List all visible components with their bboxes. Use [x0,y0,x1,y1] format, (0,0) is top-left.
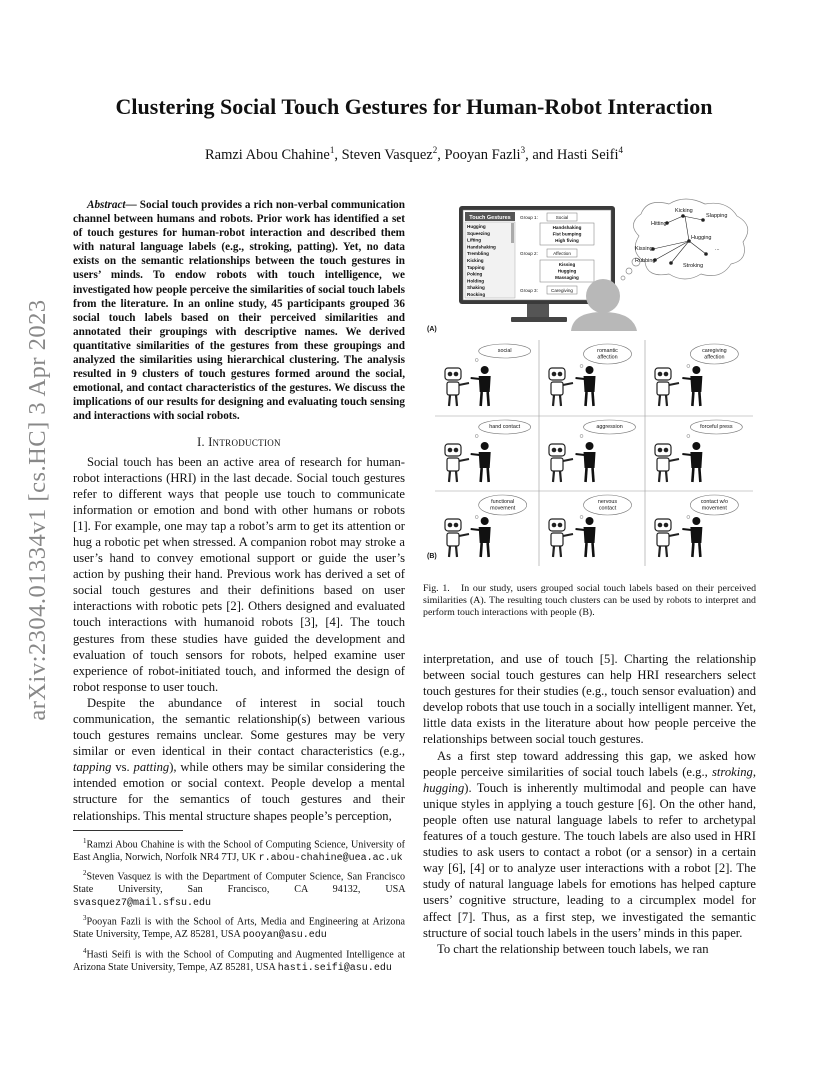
gesture-list-item: Squeezing [467,230,490,236]
arxiv-identifier[interactable] [18,290,58,730]
gesture-list-item: Poking [467,271,483,277]
gesture-list-item: Shaking [467,285,485,291]
author-affiliation-mark: 1 [329,145,335,155]
footnote-text: Ramzi Abou Chahine is with the School of Computing Science, University of East Anglia, Norwich, Norfolk NR4 7TJ, UK [73,839,405,863]
figure-1-graphic [423,196,756,574]
footnote-mark: 4 [83,946,87,955]
gesture-list-item: Kicking [467,258,484,263]
group-item: Hugging [557,268,577,274]
bubble-dot [475,359,478,362]
footnote-text: Pooyan Fazli is with the School of Arts, Media and Engineering at Arizona State University, Tempe, AZ 85281, USA [73,916,405,941]
cloud-word: Kissing [635,246,653,252]
author-affiliation-mark: 4 [618,145,624,155]
cluster-label: aggression [596,424,623,430]
thought-dot [621,276,625,280]
body-paragraph: interpretation, and use of touch [5]. Charting the relationship between social touch gestures can help HRI researchers select touch gestures for their studies (e.g., touch sensor evaluation) and develop robots that use touch in a socially intelligent manner. Yet, little data exists in the literature about how people perceive the relationships between social touch gestures. [423,652,756,747]
group-item: Fist bumping [552,231,582,237]
group-label: Group 3: [520,288,538,293]
cluster-label: movement [701,505,727,512]
author-email-link[interactable]: svasquez7@mail.sfsu.edu [73,897,212,909]
robot-figure [549,519,573,557]
emphasis: patting [133,760,170,775]
footnote-mark: 3 [83,914,87,923]
paper-title: Clustering Social Touch Gestures for Human-Robot Interaction [115,94,713,119]
emphasis: hugging [423,780,465,795]
cloud-word: ... [715,246,720,252]
cluster-label: romantic [597,348,618,354]
cluster-label: affection [597,354,618,361]
group-label: Group 1: [520,215,538,220]
cloud-word: Slapping [706,213,728,219]
cluster-cell [445,344,531,406]
cluster-cell [549,420,636,482]
robot-figure [655,368,679,406]
bubble-dot [687,365,690,368]
cluster-cell [655,495,738,557]
body-paragraph [423,748,756,941]
cloud-word: Stroking [683,263,704,269]
text-run: ), while others may be similar considering the intended emotion or social context. People develop a mental structure for the semantics of touch gestures and their relationships. This mental structure shapes people’s perception, [73,760,405,823]
text-run: , [752,764,756,779]
panel-a-label: (A) [427,326,437,333]
caption-text: In our study, users grouped social touch labels based on their perceived similarities (A). The resulting touch clusters can be used by robots to interpret and perform touch interactions with people (B). [423,583,757,619]
cluster-cell [655,420,742,482]
robot-figure [549,368,573,406]
cluster-label: nervous [597,499,618,505]
author-affiliation-mark: 3 [520,145,526,155]
abstract-text: Social touch provides a rich non-verbal communication channel between humans and robots. Prior work has identified a set of touch gestures for human-robot interaction and described them with natural language labels (e.g., stroking, patting). Yet, no data exists on the semantic relationships between the touch gestures in users’ minds. To endow robots with touch intelligence, we investigated how people perceive the similarities of social touch labels from the literature. In an online study, 45 participants grouped 36 social touch labels based on their perceived similarities and annotated their groupings with descriptive names. We derived quantitative similarities of the gestures from these groupings and analyzed the similarities using hierarchical clustering. The analysis resulted in 9 clusters of touch gestures formed around the social, emotional, and contact characteristics of the gestures. We discuss the implications of our results for designing and evaluating touch sensing and interactions with social robots. [73,199,405,423]
body-paragraph: Social touch has been an active area of research for human-robot interactions (HRI) in the last decade. Social touch gestures refer to different ways that people use touch to communicate information or emotion and bond with other humans or robots [1]. For example, one may tap a robot’s arm to get its attention or hug a robotic pet when stressed. A companion robot may stroke a user’s hand to convey emotional support or guide the user’s action by pushing their hand. Previous work has derived a set of social touch gestures and their definitions based on user interactions with robotic pets [2]. Others designed and evaluated touch interactions with humanoid robots [3], [4]. The touch gestures from these studies have guided the development and evaluation of touch sensors for robots, helped examine user experience of robot-initiated touch, and informed the design of robot response to user touch. [73,454,405,694]
section-heading: I. Introduction [197,434,281,449]
footnote-mark: 1 [83,836,87,845]
text-run: As a first step toward addressing this gap, we asked how people perceive similarities of social touch labels (e.g., [423,748,756,779]
cluster-label: movement [490,505,516,512]
person-figure [471,366,491,406]
group-name: Social [555,215,569,220]
robot-figure [549,444,573,482]
panel-b-label: (B) [427,553,437,560]
author-separator: , [334,146,342,163]
cluster-cells [445,344,742,557]
bubble-dot [580,435,583,438]
cluster-label: contact w/o [700,499,729,505]
group-label: Group 2: [520,251,538,256]
group-item: Handshaking [552,225,582,230]
thought-dot [626,268,632,274]
author-list [60,145,768,164]
bubble-dot [687,516,690,519]
right-column [423,651,756,957]
author-separator: , [437,146,445,163]
person-figure [576,366,596,406]
author-name: Steven Vasquez [341,146,433,163]
author-name: Pooyan Fazli [444,146,521,163]
group-name: Caregiving [551,288,573,293]
robot-figure [445,444,469,482]
author-email-link[interactable]: r.abou-chahine@uea.ac.uk [258,852,403,864]
robot-figure [445,519,469,557]
person-head [586,279,620,313]
footnote-text: Hasti Seifi is with the School of Computing and Augmented Intelligence at Arizona State University, Tempe, AZ 85281, USA [73,949,405,973]
author-separator: , and [525,146,557,163]
cluster-cell [549,495,632,557]
cluster-label: caregiving [702,348,727,354]
footnote [73,867,405,910]
text-run: ). Touch is inherently multimodal and people can have unique styles in applying a touch gesture [6]. On the other hand, people often use natural language labels to refer to archetypal features of a touch gesture. The touch labels are also used in HRI studies to ask users to contact a robot (or a sensor) in a certain way [6], [4] or to analyze user interactions with a robot [2]. The study of natural language labels for emotions has helped capture users’ cognitive structure, leading to a circumplex model for affect [7]. Thus, as a first step, we investigated the semantic structure of social touch labels in the users’ minds in this paper. [423,780,756,940]
abstract-dash: — [125,199,140,211]
cloud-word: Kicking [675,208,693,214]
monitor-stand [511,317,567,322]
gesture-list-item: Rocking [467,292,486,297]
footnote-divider [73,830,183,831]
monitor-neck [527,304,549,318]
footnote-text: Steven Vasquez is with the Department of Computer Science, San Francisco State University, San Francisco, CA 94132, USA [73,871,405,896]
person-figure [471,517,491,557]
bubble-dot [475,435,478,438]
emphasis: tapping [73,760,112,775]
person-shoulders [571,312,637,331]
gesture-list-scrollbar[interactable] [511,223,514,243]
group-item: Kissing [558,262,576,267]
author-name: Ramzi Abou Chahine [204,146,330,163]
footnote [73,912,405,943]
cloud-word: Rubbing [635,258,656,264]
person-figure [576,517,596,557]
robot-figure [445,368,469,406]
cluster-cell [655,344,738,406]
footnote [73,835,405,866]
group-item: High fiving [555,238,579,243]
person-figure [682,442,702,482]
bubble-dot [475,516,478,519]
abstract [73,198,405,424]
bubble-dot [580,516,583,519]
cloud-word: Hugging [691,235,712,241]
bubble-dot [687,435,690,438]
cluster-cell [445,495,527,557]
group-name: Affection [553,251,571,256]
body-paragraph [73,695,405,824]
footnotes [73,835,405,976]
person-figure [471,442,491,482]
caption-label: Fig. 1. [423,583,450,594]
footnote-mark: 2 [83,869,87,878]
robot-figure [655,519,679,557]
cloud-word: Hitting [651,221,667,227]
gesture-list-item: Lifting [467,237,482,243]
cluster-label: hand contact [489,424,521,430]
body-paragraph: To chart the relationship between touch labels, we ran [437,941,709,956]
group-3 [520,286,577,294]
figure-caption [423,583,756,620]
author-name: Hasti Seifi [556,146,619,163]
cluster-cell [445,420,531,482]
group-item: Massaging [555,275,579,280]
bubble-dot [580,365,583,368]
touch-gestures-title: Touch Gestures [469,215,511,221]
abstract-label: Abstract [87,199,126,211]
gesture-list-item: Trembling [467,251,489,257]
cluster-label: functional [491,499,515,505]
cluster-label: forceful press [700,424,733,430]
cluster-cell [549,344,632,406]
author-email-link[interactable]: pooyan@asu.edu [242,930,327,942]
person-figure [682,366,702,406]
left-column [73,198,405,977]
robot-figure [655,444,679,482]
gesture-list-item: Tapping [467,264,485,270]
footnote [73,945,405,976]
text-run: Despite the abundance of interest in social touch communication, the semantic relationship(s) between various touch gestures remains unclear. Some gestures may be very similar or even identical in their contact characteristics (e.g., [73,695,405,759]
figure-1 [423,196,756,574]
cluster-label: affection [704,354,725,361]
arxiv-identifier-text: arXiv:2304.01334v1 [cs.HC] 3 Apr 2023 [24,299,51,721]
person-figure [682,517,702,557]
gesture-list-item: Holding [467,278,485,284]
person-figure [576,442,596,482]
gesture-list-item: Hugging [467,224,486,229]
text-run: vs. [111,760,134,775]
author-email-link[interactable]: hasti.seifi@asu.edu [277,962,392,974]
cluster-label: social [497,348,512,354]
cluster-label: contact [598,505,617,512]
emphasis: stroking [712,764,753,779]
gesture-list-item: Handshaking [467,244,496,250]
author-affiliation-mark: 2 [432,145,438,155]
